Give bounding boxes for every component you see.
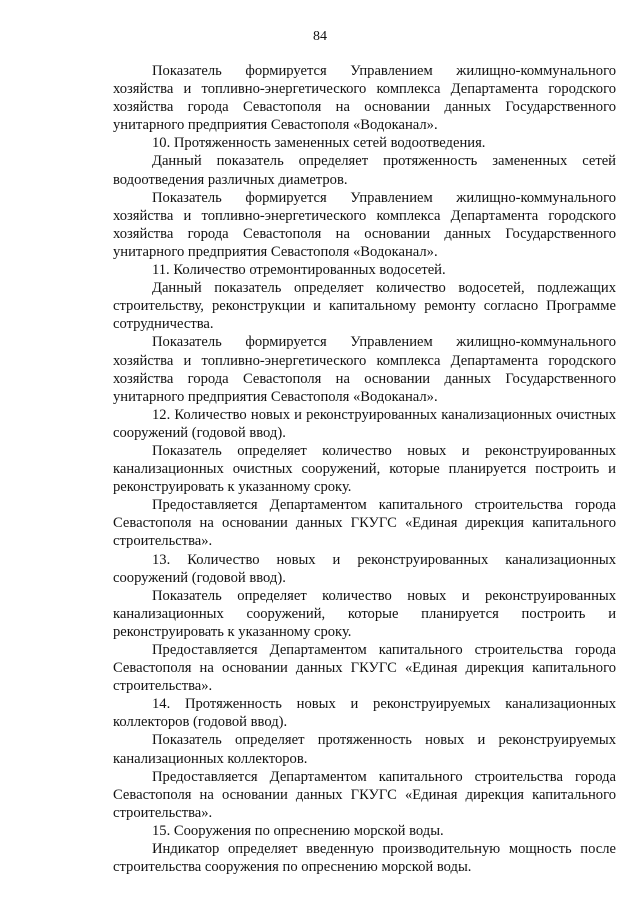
paragraph: Показатель формируется Управлением жилищно-коммунального хозяйства и топливно-энергетического комплекса Департамента городского хозяйства города Севастополя на основании данных Государственного унитарного предприятия Севастополя «Водоканал».	[113, 189, 616, 260]
paragraph: Показатель формируется Управлением жилищно-коммунального хозяйства и топливно-энергетического комплекса Департамента городского хозяйства города Севастополя на основании данных Государственного унитарного предприятия Севастополя «Водоканал».	[113, 63, 616, 134]
body-text	[113, 62, 616, 876]
paragraph: Показатель формируется Управлением жилищно-коммунального хозяйства и топливно-энергетического комплекса Департамента городского хозяйства города Севастополя на основании данных Государственного унитарного предприятия Севастополя «Водоканал».	[113, 334, 616, 405]
paragraph: Данный показатель определяет протяженность замененных сетей водоотведения различных диаметров.	[113, 153, 616, 188]
item-heading: 12. Количество новых и реконструированных канализационных очистных сооружений (годовой ввод).	[113, 406, 616, 441]
paragraph: Предоставляется Департаментом капитального строительства города Севастополя на основании данных ГКУГС «Единая дирекция капитального строительства».	[113, 497, 616, 550]
item-heading: 10. Протяженность замененных сетей водоотведения.	[152, 135, 486, 152]
paragraph: Показатель определяет количество новых и реконструированных канализационных очистных сооружений, которые планируется построить и реконструировать к указанному сроку.	[113, 442, 616, 496]
paragraph: Индикатор определяет введенную производительную мощность после строительства сооружения по опреснению морской воды.	[113, 841, 616, 876]
item-heading: 13. Количество новых и реконструированных канализационных сооружений (годовой ввод).	[113, 551, 616, 586]
item-heading: 15. Сооружения по опреснению морской воды.	[152, 822, 444, 839]
paragraph: Предоставляется Департаментом капитального строительства города Севастополя на основании данных ГКУГС «Единая дирекция капитального строительства».	[113, 768, 616, 821]
item-heading: 14. Протяженность новых и реконструируемых канализационных коллекторов (годовой ввод).	[113, 696, 616, 731]
paragraph: Предоставляется Департаментом капитального строительства города Севастополя на основании данных ГКУГС «Единая дирекция капитального строительства».	[113, 642, 616, 695]
paragraph: Показатель определяет протяженность новых и реконструируемых канализационных коллекторов.	[113, 732, 616, 767]
paragraph: Показатель определяет количество новых и реконструированных канализационных сооружений, которые планируется построить и реконструировать к указанному сроку.	[113, 587, 616, 640]
item-heading: 11. Количество отремонтированных водосетей.	[152, 262, 446, 279]
page-number: 84	[313, 29, 327, 44]
paragraph: Данный показатель определяет количество водосетей, подлежащих строительству, реконструкции и капитальному ремонту согласно Программе сотрудничества.	[113, 280, 616, 333]
